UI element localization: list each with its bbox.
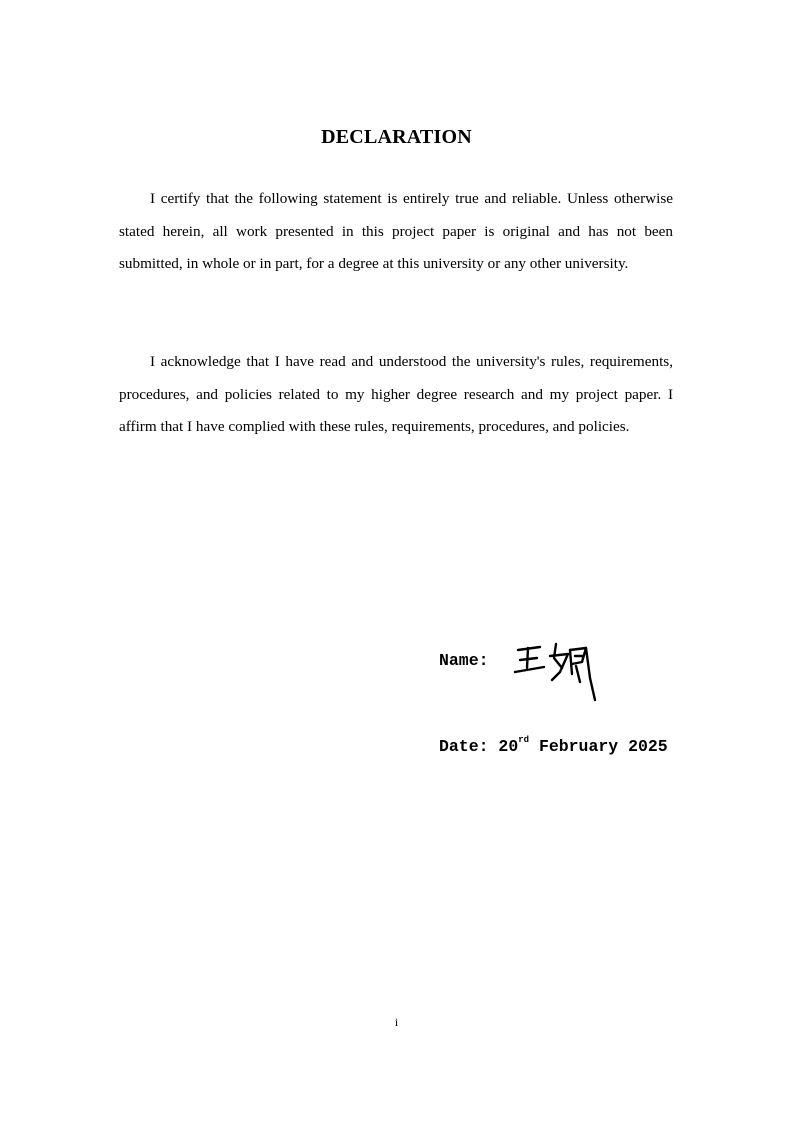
declaration-paragraph-2: I acknowledge that I have read and understood the university's rules, requirements, procedures, and policies related to my higher degree research and my project paper. I affirm that I have complied with these rules, requirements, procedures, and policies. xyxy=(119,353,673,436)
date-field xyxy=(439,737,668,756)
date-month-year: February 2025 xyxy=(538,737,668,756)
handwritten-signature xyxy=(510,638,605,704)
name-label: Name: xyxy=(439,651,489,670)
date-label: Date: xyxy=(439,737,489,756)
page-title: DECLARATION xyxy=(321,126,472,148)
date-day: 20 xyxy=(498,737,519,756)
name-field xyxy=(439,651,489,670)
declaration-paragraph-1: I certify that the following statement is entirely true and reliable. Unless otherwise stated herein, all work presented in this project paper is original and has not been submitted, in whole or in part, for a degree at this university or any other university. xyxy=(119,190,673,273)
date-ordinal-suffix: rd xyxy=(518,735,530,745)
page-number: i xyxy=(394,1015,399,1029)
